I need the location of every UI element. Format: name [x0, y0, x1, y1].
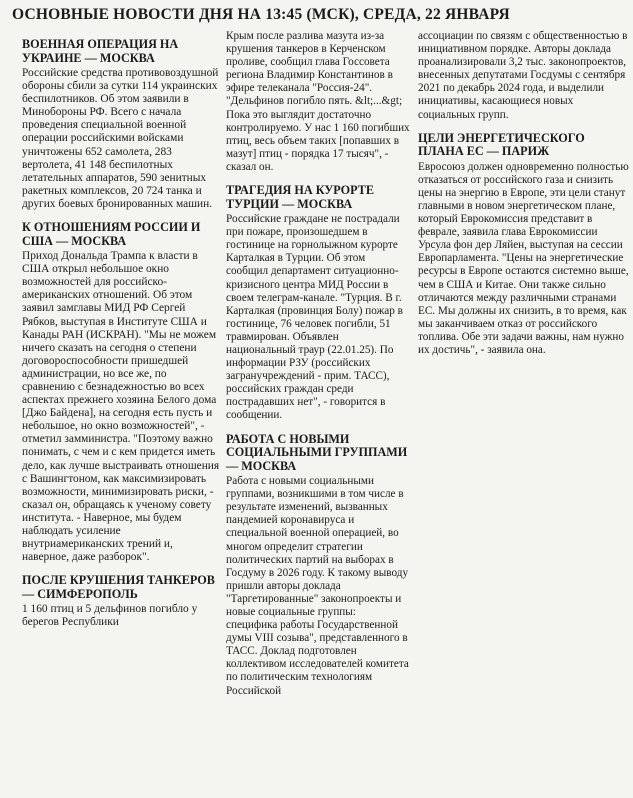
article-headline: ЦЕЛИ ЭНЕРГЕТИЧЕСКОГО ПЛАНА ЕС — ПАРИЖ	[418, 130, 585, 159]
article-body: Российские средства противовоздушной обороны сбили за сутки 114 украинских беспилотников. Об этом заявили в Минобороны РФ. Всего с начала проведения специальной военной операции российскими войсками уничтожены 652 самолета, 283 вертолета, 41 148 беспилотных летательных аппаратов, 590 зенитных ракетных комплексов, 20 724 танка и других боевых бронированных машин.	[22, 67, 219, 210]
article-tanker-crash-continued	[226, 30, 410, 174]
article-tanker-crash-part1	[22, 574, 222, 629]
column-1	[22, 38, 222, 639]
column-2	[226, 30, 410, 708]
article-headline: ПОСЛЕ КРУШЕНИЯ ТАНКЕРОВ — СИМФЕРОПОЛЬ	[22, 573, 215, 601]
article-body-continued: Крым после разлива мазута из-за крушения танкеров в Керченском проливе, сообщил глава Госсовета региона Владимир Константинов в эфире телеканала "Россия-24". "Дельфинов погибло пять. &lt;...&gt; Пока это выглядит достаточно контролируемо. У нас 1 160 погибших птиц, весь объем таких [попавших в мазут] птиц - порядка 17 тысяч", - сказал он.	[226, 30, 410, 173]
article-body-start: 1 160 птиц и 5 дельфинов погибло у берегов Республики	[22, 603, 198, 629]
article-headline: К ОТНОШЕНИЯМ РОССИИ И США — МОСКВА	[22, 220, 201, 248]
column-3	[418, 30, 630, 367]
article-russia-usa-relations	[22, 221, 222, 564]
article-headline: ВОЕННАЯ ОПЕРАЦИЯ НА УКРАИНЕ — МОСКВА	[22, 37, 179, 65]
article-body-continued: ассоциации по связям с общественностью в инициативном порядке. Авторы доклада проанализировали 3,2 тыс. законопроектов, внесенных депутатами Госдумы с сентября 2021 по декабрь 2024 года, и выделили инициативы, касающиеся новых социальных групп.	[418, 30, 628, 121]
article-turkey-resort-tragedy	[226, 184, 410, 423]
article-body: Приход Дональда Трампа к власти в США открыл небольшое окно возможностей для российско-американских отношений. Об этом заявил замглавы МИД РФ Сергей Рябков, выступая в Институте США и Канады РАН (ИСКРАН). "Мы не можем ничего сказать на сегодня о степени договороспособности пришедшей администрации, но все же, по сравнению с безнадежностью во всех аспектах прежнего хозяина Белого дома [Джо Байдена], на сегодня есть пусть и небольшое, но окно возможностей", - отметил замминистра. "Поэтому важно понимать, с чем и с кем придется иметь дело, как лучше выстраивать отношения с Вашингтоном, как максимизировать возможности, минимизировать риски, - сказал он, обращаясь к ученому совету института. - Наверное, мы будем наблюдать усиление внутриамериканских трений и, наверное, даже разборок".	[22, 250, 220, 564]
article-new-social-groups-continued	[418, 30, 630, 122]
article-military-operation	[22, 38, 222, 211]
masthead-title: ОСНОВНЫЕ НОВОСТИ ДНЯ НА 13:45 (МСК), СРЕДА, 22 ЯНВАРЯ	[12, 6, 510, 23]
article-body: Евросоюз должен одновременно полностью отказаться от российского газа и снизить цены на энергию в Европе, эти цели станут главными в новом энергетическом плане, который Еврокомиссия представит в феврале, заявила глава Еврокомиссии Урсула фон дер Ляйен, выступая на сессии Европарламента. "Цены на энергетические ресурсы в Европе остаются системно выше, чем в США и Китае. Они также сильно отличаются между различными странами ЕС. Мы должны их снизить, в то время, как мы заканчиваем отказ от российского топлива. Обе эти задачи важны, нам нужно их достичь", - заявила она.	[418, 160, 629, 356]
article-headline: РАБОТА С НОВЫМИ СОЦИАЛЬНЫМИ ГРУППАМИ — МОСКВА	[226, 431, 408, 473]
article-eu-energy-plan	[418, 132, 630, 357]
article-headline: ТРАГЕДИЯ НА КУРОРТЕ ТУРЦИИ — МОСКВА	[226, 183, 374, 211]
article-body: Российские граждане не пострадали при пожаре, произошедшем в гостинице на горнолыжном курорте Карталкая в Турции. Об этом сообщил департамент ситуационно-кризисного центра МИД России в своем телеграм-канале. "Турция. В г. Карталкая (провинция Болу) пожар в гостинице, 76 человек погибли, 51 травмирован. Объявлен национальный траур (22.01.25). По информации РЗУ (российских загранучреждений - прим. ТАСС), российских граждан среди пострадавших нет", - говорится в сообщении.	[226, 213, 403, 422]
article-new-social-groups	[226, 433, 410, 698]
article-body-start: Работа с новыми социальными группами, возникшими в том числе в результате изменений, вызванных пандемией коронавируса и специальной военной операцией, во многом определит стратегии политических партий на выборах в Госдуму в 2026 году. К такому выводу пришли авторы доклада "Таргетированные" законопроекты и новые социальные группы: специфика работы Государственной думы VIII созыва", представленного в ТАСС. Доклад подготовлен коллективом исследователей комитета по политическим технологиям Российской	[226, 475, 409, 697]
